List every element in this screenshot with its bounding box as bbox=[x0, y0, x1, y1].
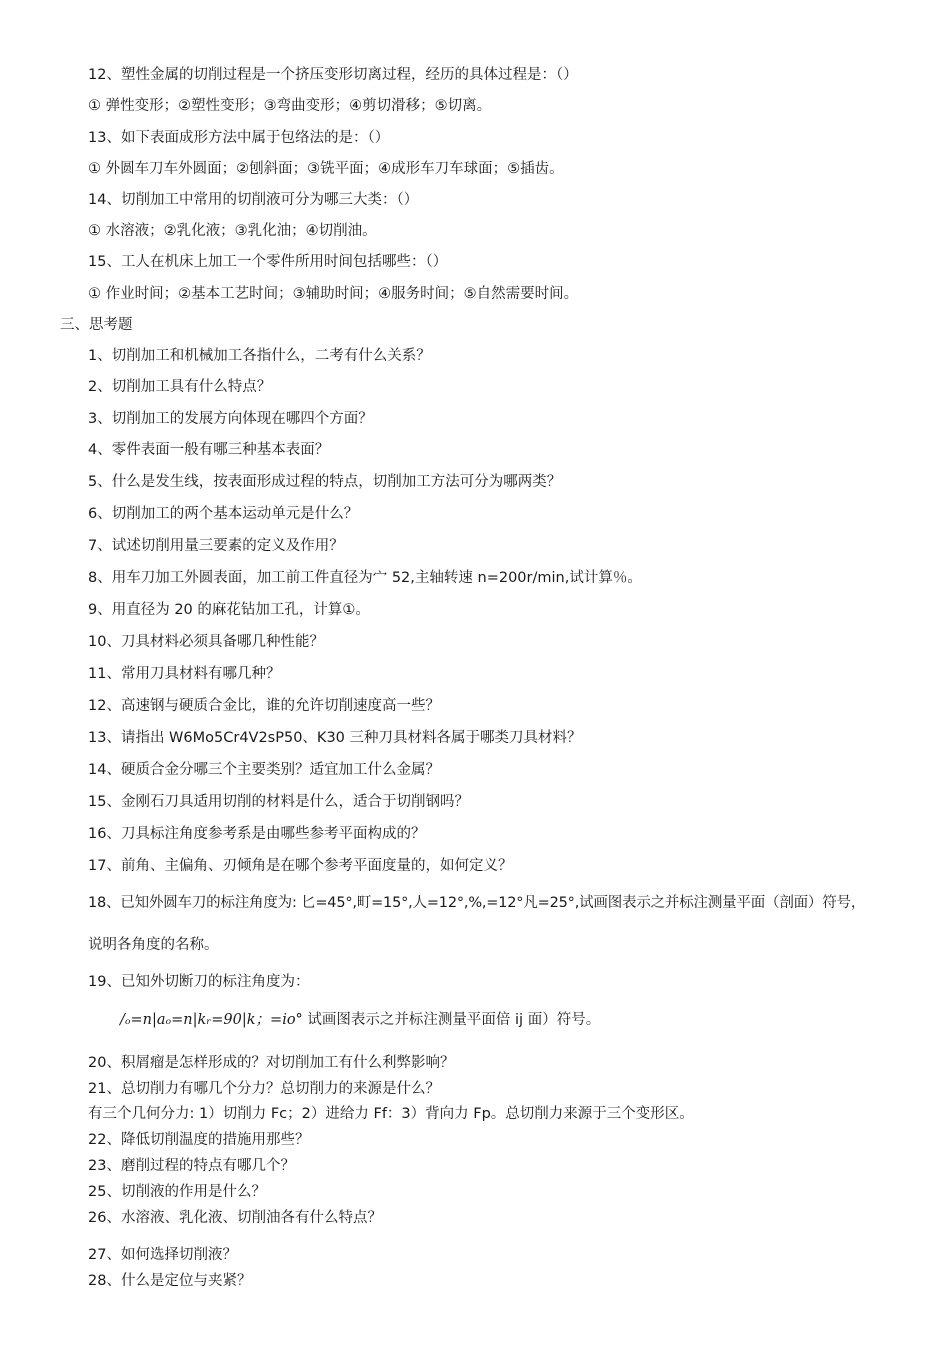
think-question: 4、零件表面一般有哪三种基本表面？ bbox=[88, 442, 330, 458]
think-question: 19、已知外切断刀的标注角度为： bbox=[88, 974, 310, 990]
think-question: 12、高速钢与硬质合金比，谁的允许切削速度高一些？ bbox=[88, 698, 440, 714]
think-question: 16、刀具标注角度参考系是由哪些参考平面构成的？ bbox=[88, 826, 426, 842]
think-question: 3、切削加工的发展方向体现在哪四个方面？ bbox=[88, 411, 373, 427]
answer-text: 有三个几何分力: 1）切削力 Fc；2）进给力 Ff：3）背向力 Fp。总切削力来源于三个变形区。 bbox=[88, 1106, 694, 1122]
think-question: 26、水溶液、乳化液、切削油各有什么特点？ bbox=[88, 1210, 382, 1226]
think-question: 15、金刚石刀具适用切削的材料是什么，适合于切削钢吗？ bbox=[88, 794, 469, 810]
think-question: 6、切削加工的两个基本运动单元是什么？ bbox=[88, 506, 359, 522]
think-question: 10、刀具材料必须具备哪几种性能？ bbox=[88, 634, 324, 650]
think-question: 20、积屑瘤是怎样形成的？对切削加工有什么利弊影响？ bbox=[88, 1055, 455, 1071]
think-question: 9、用直径为 20 的麻花钻加工孔，计算①。 bbox=[88, 602, 370, 618]
formula-text: 试画图表示之并标注测量平面倍 ij 面）符号。 bbox=[307, 1012, 601, 1028]
think-question: 17、前角、主偏角、刃倾角是在哪个参考平面度量的，如何定义？ bbox=[88, 858, 513, 874]
think-question: 27、如何选择切削液？ bbox=[88, 1247, 237, 1263]
options-14: ① 水溶液；②乳化液；③乳化油；④切削油。 bbox=[88, 223, 377, 239]
think-question: 11、常用刀具材料有哪几种？ bbox=[88, 666, 281, 682]
think-question: 28、什么是定位与夹紧？ bbox=[88, 1273, 252, 1289]
think-question: 5、什么是发生线，按表面形成过程的特点，切削加工方法可分为哪两类？ bbox=[88, 474, 562, 490]
think-question: 18、已知外圆车刀的标注角度为: 匕=45°,町=15°,人=12°,%,=12°凡=25°,试画图表示之并标注测量平面（剖面）符号， bbox=[88, 895, 866, 911]
think-question: 8、用车刀加工外圆表面，加工前工件直径为宀 52,主轴转速 n=200r/min,试计算％。 bbox=[88, 570, 642, 586]
think-question-continued: 说明各角度的名称。 bbox=[88, 937, 219, 953]
think-question: 13、请指出 W6Mo5Cr4V2sP50、K30 三种刀具材料各属于哪类刀具材料？ bbox=[88, 730, 582, 746]
question-14: 14、切削加工中常用的切削液可分为哪三大类：（） bbox=[88, 192, 419, 208]
angle-formula bbox=[120, 1010, 600, 1030]
think-question: 14、硬质合金分哪三个主要类别？适宜加工什么金属？ bbox=[88, 762, 440, 778]
think-question: 2、切削加工具有什么特点？ bbox=[88, 379, 272, 395]
options-13: ① 外圆车刀车外圆面；②刨斜面；③铣平面；④成形车刀车球面；⑤插齿。 bbox=[88, 161, 564, 177]
think-question: 21、总切削力有哪几个分力？总切削力的来源是什么？ bbox=[88, 1081, 440, 1097]
question-15: 15、工人在机床上加工一个零件所用时间包括哪些：（） bbox=[88, 254, 448, 270]
think-question: 7、试述切削用量三要素的定义及作用？ bbox=[88, 538, 344, 554]
think-question: 23、磨削过程的特点有哪几个？ bbox=[88, 1158, 295, 1174]
section-heading: 三、思考题 bbox=[60, 317, 133, 333]
question-13: 13、如下表面成形方法中属于包络法的是：（） bbox=[88, 130, 390, 146]
options-15: ① 作业时间；②基本工艺时间；③辅助时间；④服务时间；⑤自然需要时间。 bbox=[88, 286, 579, 302]
think-question: 22、降低切削温度的措施用那些？ bbox=[88, 1132, 310, 1148]
options-12: ① 弹性变形；②塑性变形；③弯曲变形；④剪切滑移；⑤切离。 bbox=[88, 98, 492, 114]
formula-math: /ₒ=n|aₒ=n|kᵣ=90|k；=io° bbox=[120, 1012, 303, 1028]
think-question: 1、切削加工和机械加工各指什么，二考有什么关系？ bbox=[88, 348, 431, 364]
think-question: 25、切削液的作用是什么？ bbox=[88, 1184, 266, 1200]
question-12: 12、塑性金属的切削过程是一个挤压变形切离过程，经历的具体过程是：（） bbox=[88, 67, 578, 83]
